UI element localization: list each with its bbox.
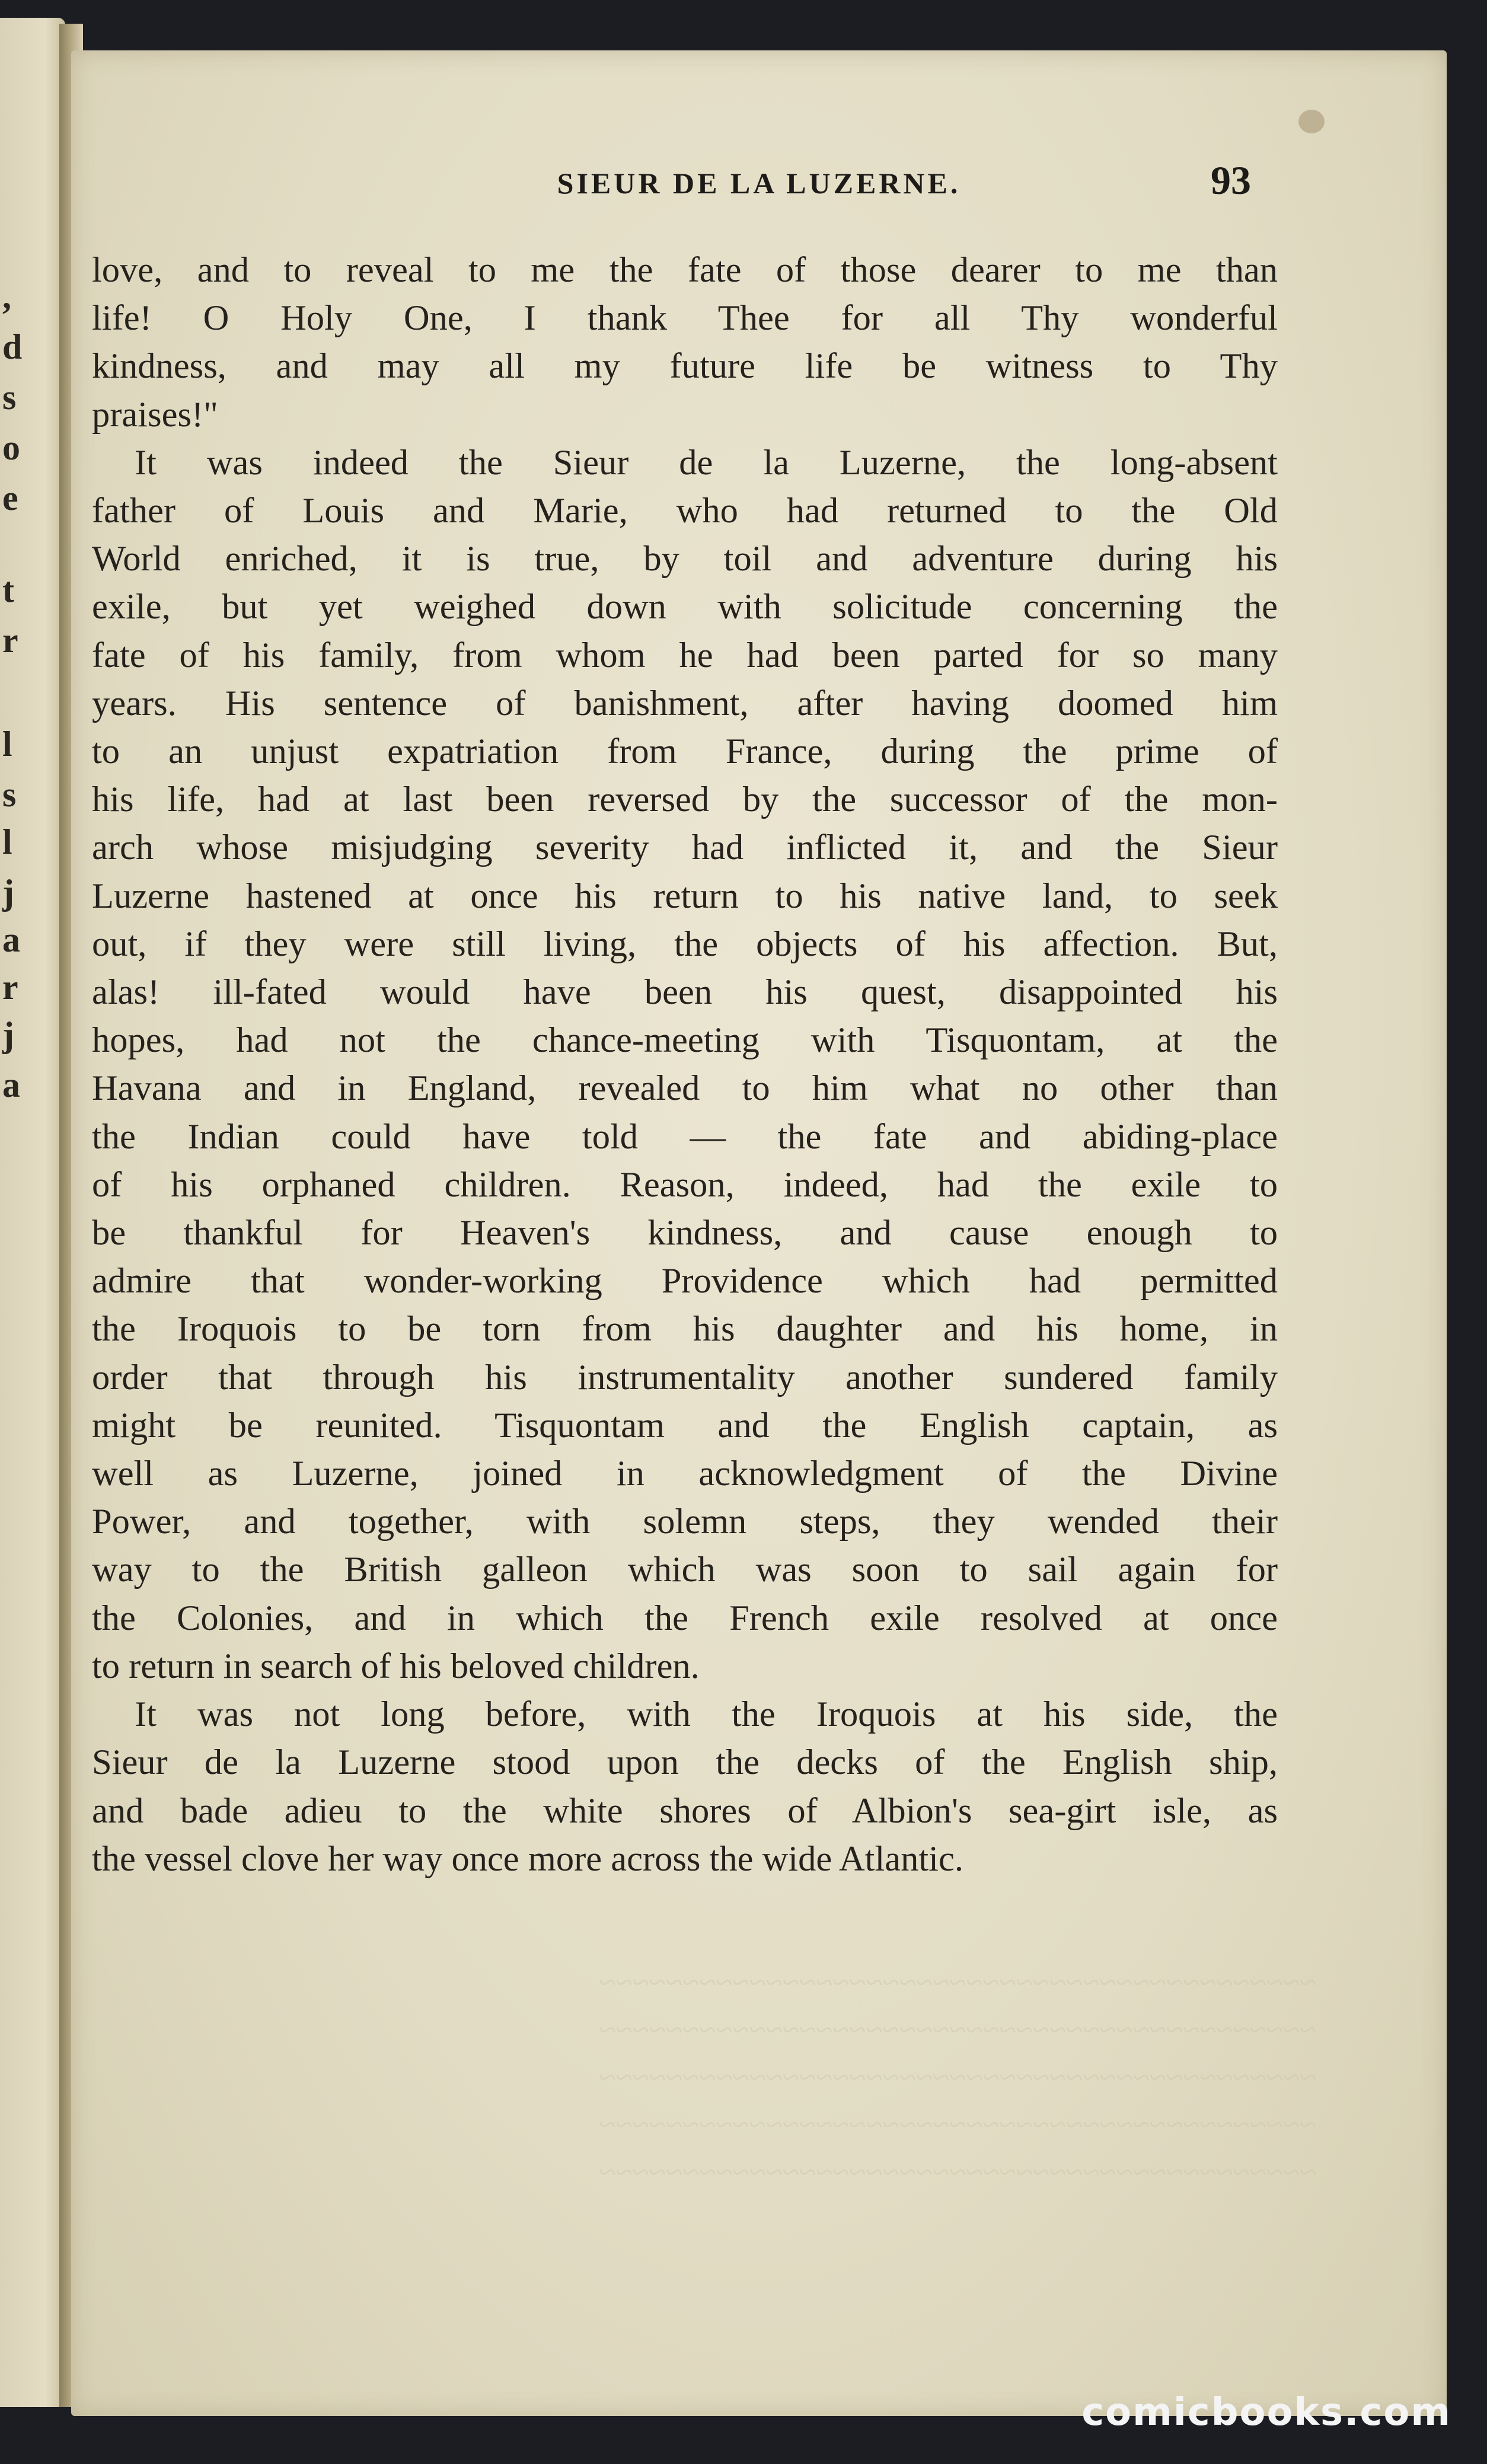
text-line: the Colonies, and in which the French exile resolved at once [92, 1598, 1278, 1638]
text-line: to an unjust expatriation from France, during the prime of [92, 732, 1278, 772]
facing-page-fragment: j [2, 1015, 14, 1054]
facing-page-fragment: t [2, 570, 14, 609]
text-line: life! O Holy One, I thank Thee for all Thy wonderful [92, 298, 1278, 339]
text-line: Havana and in England, revealed to him what no other than [92, 1068, 1278, 1109]
text-line: years. His sentence of banishment, after having doomed him [92, 683, 1278, 723]
facing-page-fragment: s [2, 775, 17, 814]
text-line: of his orphaned children. Reason, indeed, had the exile to [92, 1164, 1278, 1205]
text-line: to return in search of his beloved children. [92, 1646, 700, 1686]
show-through-text: ~~~~~~~~~~~~~~~~~~~~~~~~~~~~~~~~~~~~~~~~~~~ ~~~~~~~~~~~~~~~~~~~~~~~~~~~~~~~~~~~~~~~~~~~ ~~~~~~~~~~~~~~~~~~~~~~~~~~~~~~~~~~~~~~~~~~~ ~~~~~~~~~~~~~~~~~~~~~~~~~~~~~~~~~~~~~~~~~~~ ~~~~~~~~~~~~~~~~~~~~~~~~~~~~~~~~~~~~~~~~~~~ [599, 1966, 1316, 2189]
facing-page-fragment: l [2, 724, 12, 764]
text-line: love, and to reveal to me the fate of those dearer to me than [92, 250, 1278, 290]
text-line: admire that wonder-working Providence which had permitted [92, 1261, 1278, 1301]
facing-page-fragment: d [2, 327, 23, 366]
text-line: way to the British galleon which was soon to sail again for [92, 1550, 1278, 1590]
text-line: arch whose misjudging severity had inflicted it, and the Sieur [92, 828, 1278, 868]
facing-page-fragment: a [2, 1065, 20, 1105]
text-line: father of Louis and Marie, who had returned to the Old [92, 491, 1278, 531]
ink-stain [1298, 110, 1325, 133]
facing-page-fragment: j [2, 873, 14, 912]
text-line: Sieur de la Luzerne stood upon the decks of the English ship, [92, 1742, 1278, 1783]
text-line: well as Luzerne, joined in acknowledgment of the Divine [92, 1454, 1278, 1494]
facing-page-fragment: l [2, 822, 12, 861]
text-line: the Iroquois to be torn from his daughter and his home, in [92, 1309, 1278, 1349]
text-line: It was not long before, with the Iroquois at his side, the [135, 1694, 1278, 1735]
text-line: might be reunited. Tisquontam and the English captain, as [92, 1405, 1278, 1445]
facing-page-fragment: r [2, 621, 18, 660]
watermark: comicbooks.com [1081, 2390, 1451, 2434]
text-line: Luzerne hastened at once his return to his native land, to seek [92, 876, 1278, 916]
text-line: the Indian could have told — the fate and abiding-place [92, 1116, 1278, 1157]
text-line: praises!" [92, 394, 218, 435]
facing-page-fragment: s [2, 378, 17, 417]
page-number: 93 [1211, 158, 1251, 203]
facing-page-fragment: o [2, 428, 20, 467]
facing-page-fragment: a [2, 920, 20, 959]
facing-page-fragment: , [2, 277, 11, 316]
book-page [71, 50, 1447, 2416]
facing-page-fragment: r [2, 968, 18, 1007]
text-line: exile, but yet weighed down with solicitude concerning the [92, 587, 1278, 627]
body-text [92, 246, 1278, 1883]
running-head: SIEUR DE LA LUZERNE. [557, 167, 961, 200]
facing-page-fragment: e [2, 478, 18, 518]
text-line: Power, and together, with solemn steps, they wended their [92, 1502, 1278, 1542]
text-line: the vessel clove her way once more across the wide Atlantic. [92, 1839, 963, 1879]
text-line: It was indeed the Sieur de la Luzerne, the long-absent [135, 442, 1278, 483]
text-line: his life, had at last been reversed by the successor of the mon- [92, 780, 1278, 820]
text-line: World enriched, it is true, by toil and adventure during his [92, 539, 1278, 579]
text-line: order that through his instrumentality another sundered family [92, 1357, 1278, 1397]
text-line: alas! ill-fated would have been his quest, disappointed his [92, 972, 1278, 1013]
text-line: fate of his family, from whom he had been parted for so many [92, 635, 1278, 675]
text-line: be thankful for Heaven's kindness, and cause enough to [92, 1213, 1278, 1253]
facing-page-edge [0, 18, 65, 2407]
text-line: hopes, had not the chance-meeting with Tisquontam, at the [92, 1020, 1278, 1061]
text-line: and bade adieu to the white shores of Albion's sea-girt isle, as [92, 1790, 1278, 1831]
text-line: out, if they were still living, the objects of his affection. But, [92, 924, 1278, 964]
text-line: kindness, and may all my future life be witness to Thy [92, 346, 1278, 387]
